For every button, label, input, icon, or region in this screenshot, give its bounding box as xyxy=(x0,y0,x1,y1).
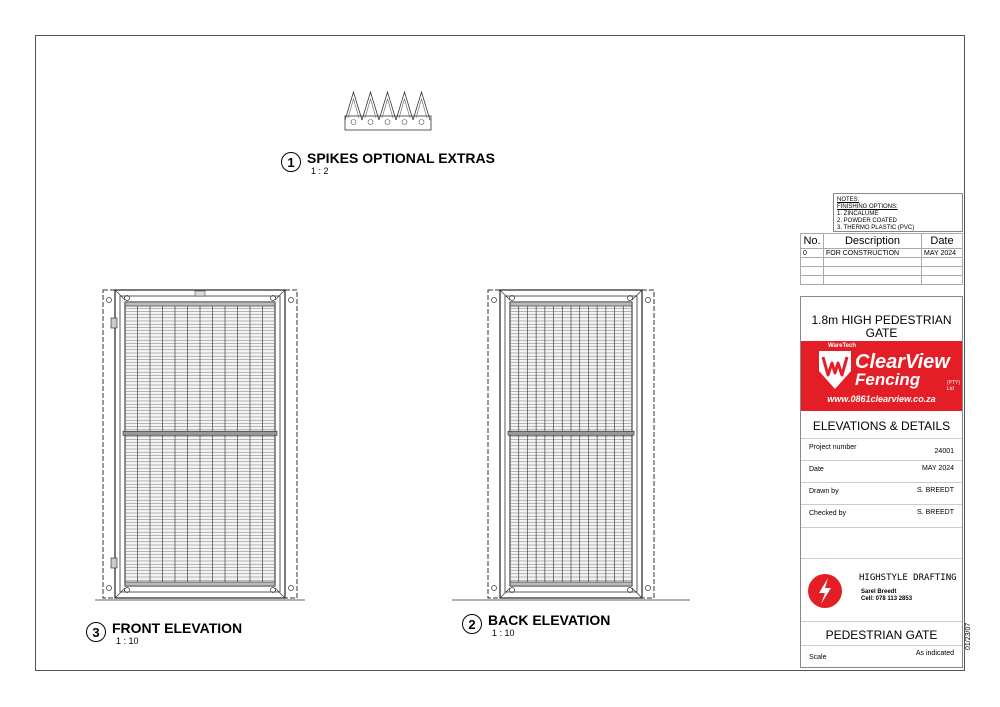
spike-bolt xyxy=(351,120,356,125)
rev-header-description: Description xyxy=(824,234,922,249)
right-post xyxy=(642,290,654,598)
notes-subheading: FINISHING OPTIONS: xyxy=(837,204,898,210)
clearview-logo xyxy=(801,341,962,411)
view-number-circle: 2 xyxy=(462,614,482,634)
drafting-company: HIGHSTYLE DRAFTING xyxy=(859,573,957,583)
front-elevation-drawing xyxy=(95,288,305,604)
table-row xyxy=(801,267,963,276)
spike-inner xyxy=(348,99,359,118)
view-scale: 1 : 2 xyxy=(311,166,329,176)
top-rail xyxy=(510,302,632,306)
rev-description: FOR CONSTRUCTION xyxy=(824,249,922,258)
logo-tagline: WareTech xyxy=(828,343,857,349)
spike-bolt xyxy=(402,120,407,125)
post-bolt xyxy=(492,298,497,303)
spike-bolt xyxy=(385,120,390,125)
spike-base xyxy=(345,116,431,130)
field-value: S. BREEDT xyxy=(917,509,954,516)
rev-date: MAY 2024 xyxy=(922,249,963,258)
notes-heading: NOTES: xyxy=(837,197,860,203)
note-item: 3. THERMO PLASTIC (PVC) xyxy=(837,225,915,231)
right-post xyxy=(285,290,297,598)
spike-bolt xyxy=(419,120,424,125)
field-value: S. BREEDT xyxy=(917,487,954,494)
field-value: 24001 xyxy=(934,448,954,455)
spike-inner xyxy=(416,99,427,118)
rev-header-no: No. xyxy=(801,234,824,249)
note-item: 1. ZINCALUME xyxy=(837,211,879,217)
hinge xyxy=(111,558,117,568)
table-row xyxy=(801,258,963,267)
rev-no: 0 xyxy=(801,249,824,258)
spike-inner xyxy=(365,99,376,118)
drafter-cell: Cell: 078 113 2853 xyxy=(861,596,913,602)
notes-box xyxy=(833,193,963,232)
logo-brand-line1: ClearView xyxy=(855,351,950,373)
hinge xyxy=(111,318,117,328)
drawing-title: 1.8m HIGH PEDESTRIAN GATE xyxy=(811,313,952,340)
post-bolt xyxy=(107,586,112,591)
lightning-logo-icon xyxy=(807,573,843,609)
view-scale: 1 : 10 xyxy=(492,628,515,638)
view-title: SPIKES OPTIONAL EXTRAS xyxy=(307,150,495,166)
scale-label: Scale xyxy=(809,654,827,661)
note-item: 2. POWDER COATED xyxy=(837,218,897,224)
sheet-name: PEDESTRIAN GATE xyxy=(825,628,938,642)
spike-inner xyxy=(399,99,410,118)
post-bolt xyxy=(289,298,294,303)
post-bolt xyxy=(492,586,497,591)
scale-value: As indicated xyxy=(915,650,954,657)
revision-table xyxy=(800,233,963,285)
rev-header-date: Date xyxy=(922,234,963,249)
back-elevation-drawing xyxy=(452,288,690,604)
field-checked-by xyxy=(801,504,962,528)
logo-suffix: (PTY) Ltd xyxy=(947,380,961,392)
spike-bolt xyxy=(368,120,373,125)
section-title: ELEVATIONS & DETAILS xyxy=(812,419,951,433)
post-bolt xyxy=(107,298,112,303)
drafter-name: Sarel Breedt xyxy=(861,589,897,595)
logo-brand-line2: Fencing xyxy=(855,370,921,389)
field-label: Drawn by xyxy=(809,488,839,495)
field-label: Date xyxy=(809,466,824,473)
shield-logo-icon xyxy=(817,349,853,391)
post-bolt xyxy=(646,586,651,591)
field-drawn-by xyxy=(801,482,962,505)
spike-inner xyxy=(382,99,393,118)
post-bolt xyxy=(646,298,651,303)
mid-rail xyxy=(123,431,277,435)
logo-url: www.0861clearview.co.za xyxy=(827,394,936,404)
view-number-circle: 3 xyxy=(86,622,106,642)
divider xyxy=(801,645,962,646)
view-title: FRONT ELEVATION xyxy=(112,620,243,636)
spikes-detail xyxy=(345,90,431,132)
view-title: BACK ELEVATION xyxy=(488,612,611,628)
mid-rail xyxy=(508,431,634,435)
table-row xyxy=(801,276,963,285)
bottom-rail xyxy=(125,582,275,586)
lock-plate xyxy=(195,291,205,296)
callout-spikes xyxy=(281,150,495,177)
bottom-rail xyxy=(510,582,632,586)
drafter-details xyxy=(861,589,912,603)
title-block xyxy=(800,296,963,668)
field-project-number xyxy=(801,438,962,461)
field-label: Project number xyxy=(809,444,857,451)
field-label: Checked by xyxy=(809,510,846,517)
post-bolt xyxy=(289,586,294,591)
view-scale: 1 : 10 xyxy=(116,636,139,646)
top-rail xyxy=(125,302,275,306)
callout-back xyxy=(462,612,610,639)
callout-front xyxy=(86,620,242,647)
table-row xyxy=(801,249,963,258)
field-date xyxy=(801,460,962,483)
left-post xyxy=(103,290,115,598)
view-number-circle: 1 xyxy=(281,152,301,172)
field-value: MAY 2024 xyxy=(921,465,954,472)
sheet-id: 01/23/07 xyxy=(965,622,972,650)
left-post xyxy=(488,290,500,598)
